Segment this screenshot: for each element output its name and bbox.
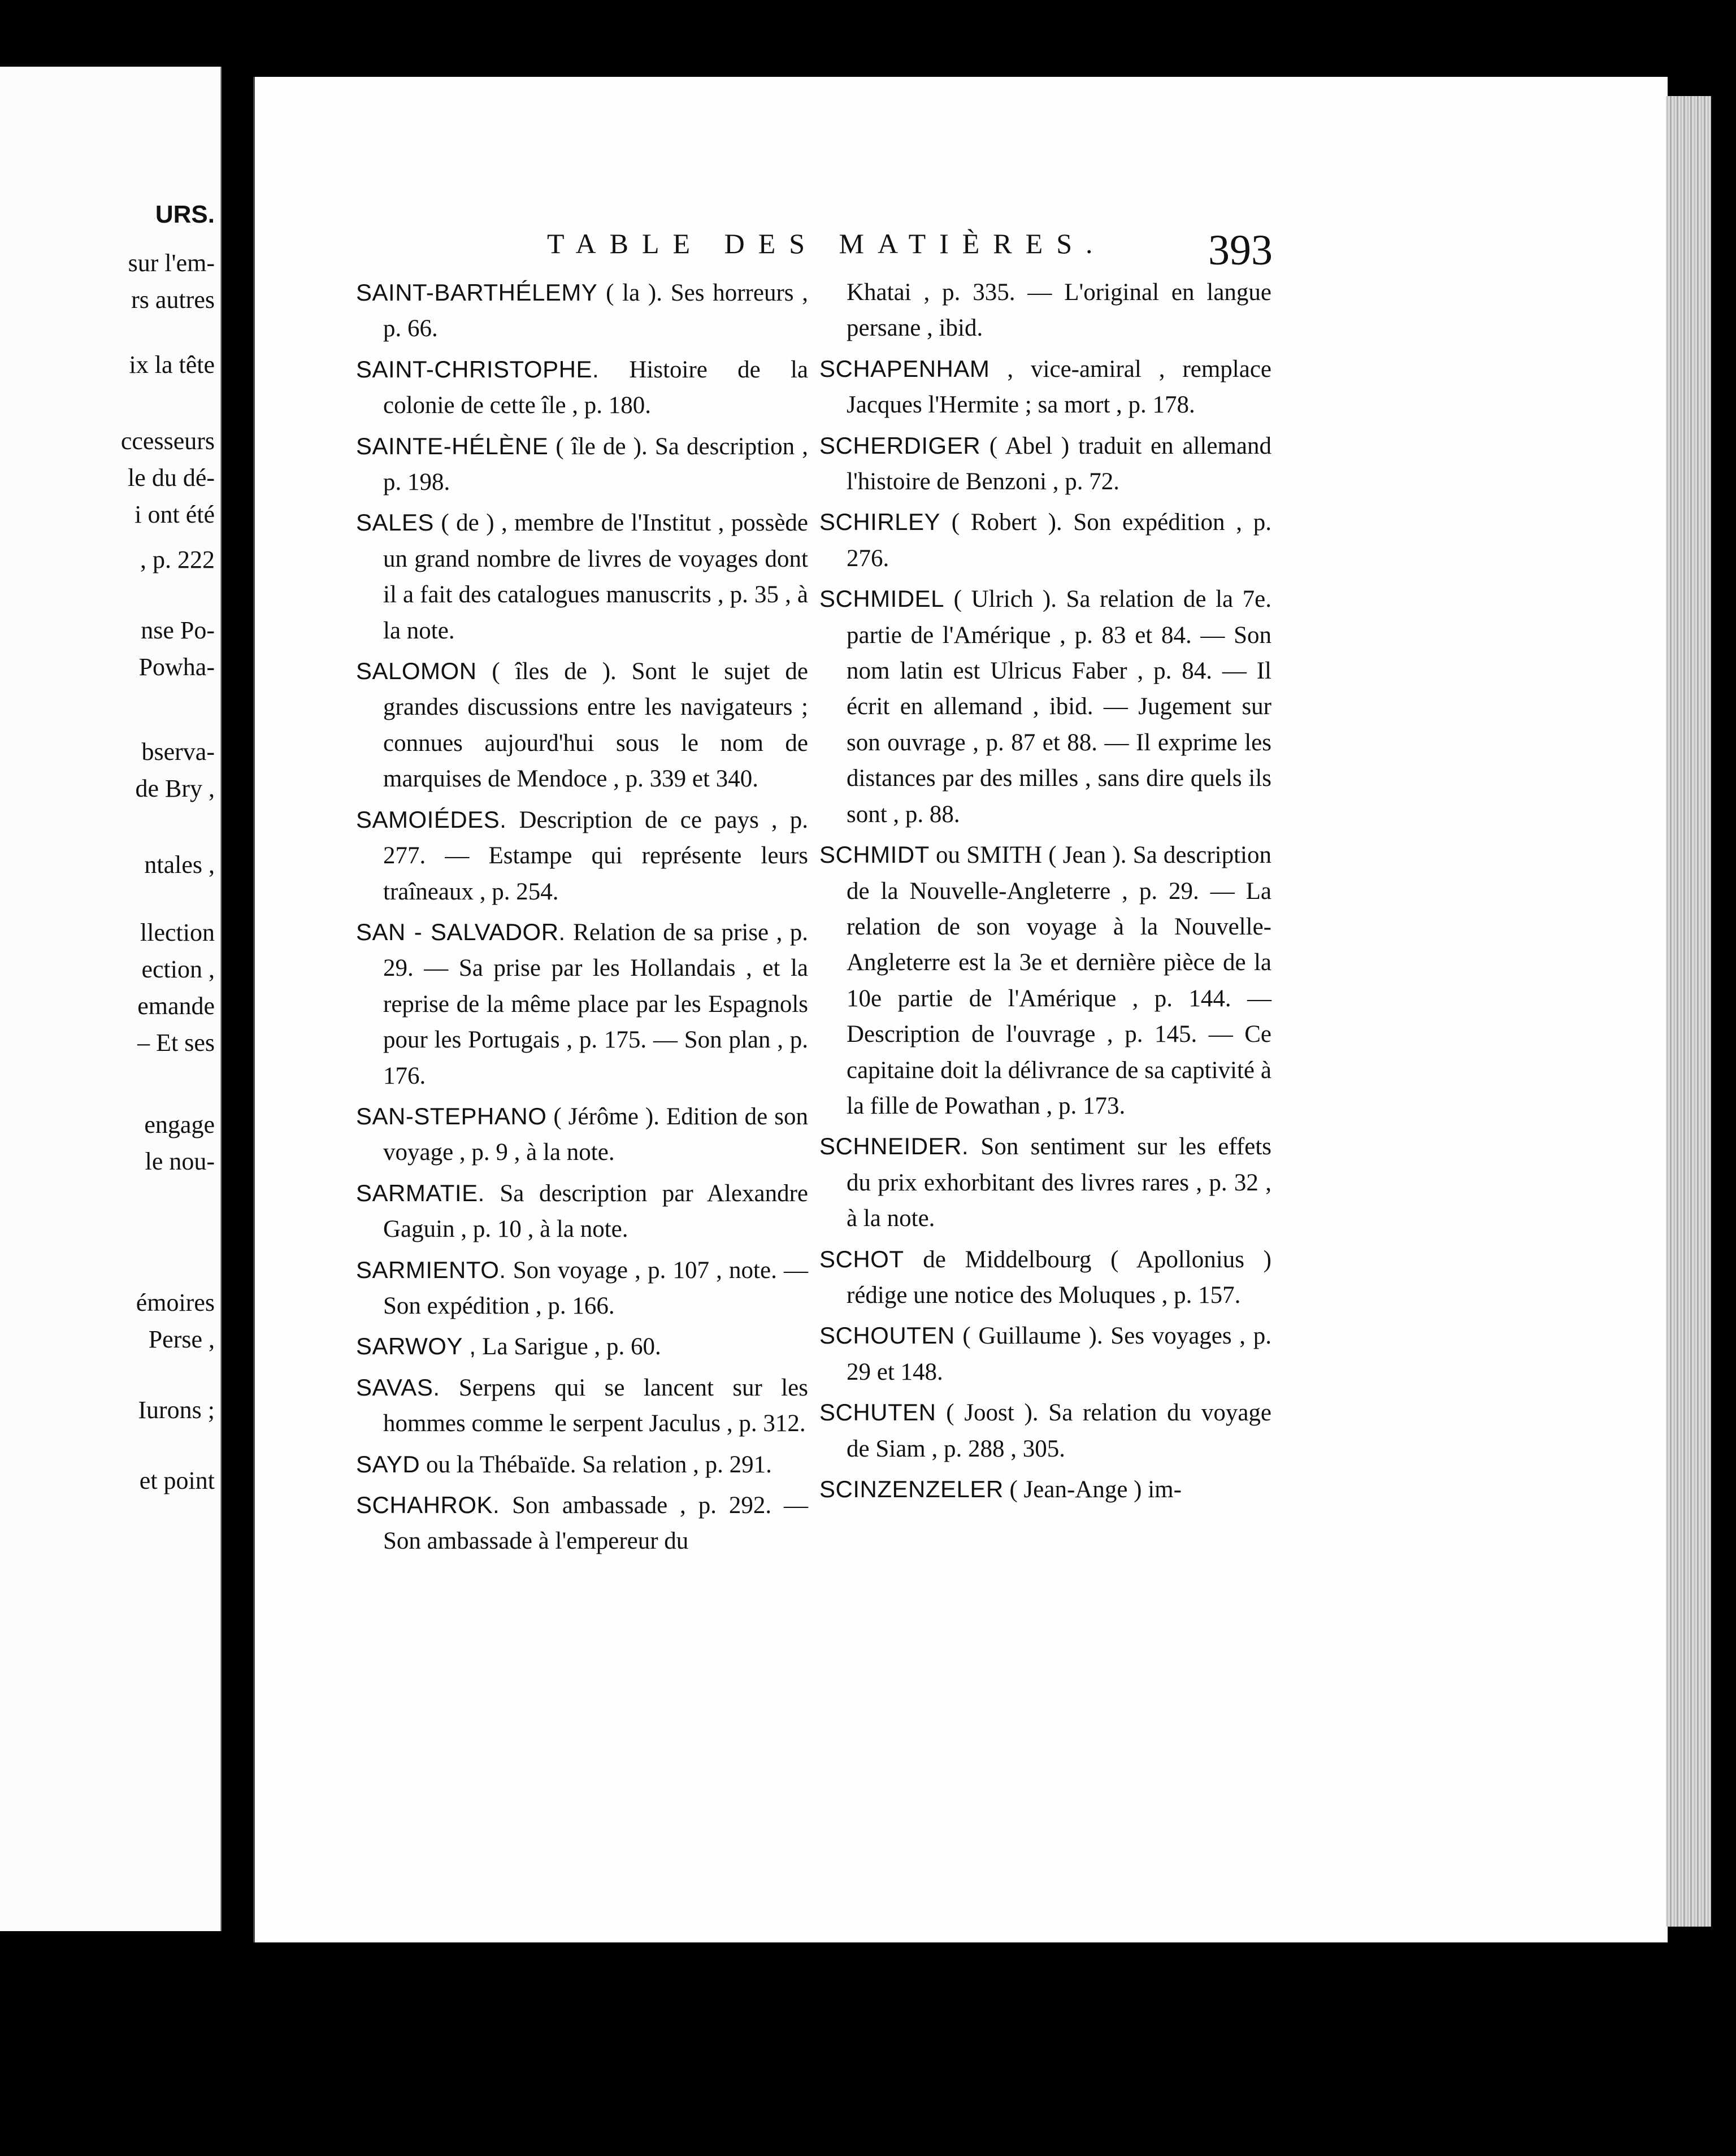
left-page-fragment: Powha- (138, 653, 215, 681)
index-entry (356, 1252, 808, 1324)
index-entry-text: Sa description par Alexandre Gaguin , p. 10 , à la note. (383, 1180, 808, 1243)
index-entry (819, 1318, 1271, 1390)
index-entry-text: ( Robert ). Son expédition , p. 276. (847, 509, 1271, 572)
left-page-fragment: sur l'em- (128, 249, 215, 277)
left-page-fragment: ntales , (144, 851, 215, 879)
index-entry-heading: SALOMON (356, 658, 477, 685)
index-entry-heading: SCHOUTEN (819, 1322, 955, 1349)
index-entry-heading: SCHMIDT (819, 841, 930, 868)
index-entry-text: Son sentiment sur les effets du prix exhorbitant des livres rares , p. 32 , à la note. (847, 1133, 1271, 1232)
left-page-fragment: ection , (141, 955, 215, 983)
index-entry-heading: SAMOIÉDES. (356, 806, 507, 833)
left-page-fragment: i ont été (134, 501, 215, 528)
index-entry (356, 653, 808, 797)
index-entry (356, 1328, 808, 1364)
index-column-right (819, 275, 1271, 1512)
index-entry-heading: SARMIENTO. (356, 1256, 506, 1283)
index-entry (356, 1175, 808, 1247)
left-page-fragment: , p. 222 (140, 546, 215, 573)
index-entry (819, 351, 1271, 423)
left-page-fragment: le nou- (145, 1147, 215, 1175)
index-entry-text: Histoire de la colonie de cette île , p. 180. (383, 356, 808, 419)
index-entry-text: Description de ce pays , p. 277. — Estampe qui représente leurs traîneaux , p. 254. (383, 806, 808, 905)
index-entry-heading: SCHAPENHAM (819, 355, 990, 382)
index-entry (356, 1370, 808, 1442)
index-entry (356, 275, 808, 347)
index-entry (819, 1471, 1271, 1507)
left-page-fragment: emande (137, 992, 215, 1020)
left-page (0, 67, 222, 1931)
index-entry-text: ( Guillaume ). Ses voyages , p. 29 et 148. (847, 1323, 1271, 1385)
index-entry-heading: SCHMIDEL (819, 585, 945, 612)
index-entry-text: ( Joost ). Sa relation du voyage de Siam , p. 288 , 305. (847, 1399, 1271, 1462)
left-page-fragment: émoires (136, 1289, 215, 1316)
index-entry-heading: SAN-STEPHANO (356, 1102, 547, 1129)
index-entry (356, 1487, 808, 1559)
index-entry-heading: SAINT-CHRISTOPHE. (356, 355, 600, 382)
index-entry-heading: SAINT-BARTHÉLEMY (356, 279, 598, 306)
index-entry-text: ( Jean-Ange ) im- (1003, 1476, 1182, 1503)
left-page-fragment: de Bry , (135, 775, 215, 802)
index-entry (356, 1098, 808, 1171)
index-entry-heading: SARMATIE. (356, 1179, 485, 1206)
index-entry-text: ( Abel ) traduit en allemand l'histoire de Benzoni , p. 72. (847, 432, 1271, 495)
index-entry-text: ( Ulrich ). Sa relation de la 7e. partie de l'Amérique , p. 83 et 84. — Son nom latin est Ulricus Faber , p. 84. — Il écrit en allemand , ibid. — Jugement sur son ouvrage , p. 87 et 88. — Il exprime les distances par des milles , sans dire quels ils sont , p. 88. (847, 586, 1271, 828)
index-entry (819, 837, 1271, 1124)
index-entry (819, 1394, 1271, 1467)
index-entry-text: de Middelbourg ( Apollonius ) rédige une notice des Moluques , p. 157. (847, 1246, 1271, 1309)
index-entry-heading: SCHERDIGER (819, 432, 981, 459)
left-page-fragment: ccesseurs (120, 427, 215, 455)
left-page-fragment: rs autres (131, 286, 215, 314)
index-entry (356, 1446, 808, 1483)
index-entry-heading: SCHIRLEY (819, 508, 941, 536)
index-entry-text: ( de ) , membre de l'Institut , possède un grand nombre de livres de voyages dont il a fait des catalogues manuscrits , p. 35 , à la note. (383, 510, 808, 644)
index-entry-text: ou la Thébaïde. Sa relation , p. 291. (420, 1451, 772, 1478)
index-entry (356, 428, 808, 501)
index-entry-heading: SAYD (356, 1450, 420, 1477)
index-entry (819, 581, 1271, 832)
left-page-fragment: et point (139, 1467, 215, 1494)
index-entry-heading: SALES (356, 509, 434, 536)
left-page-fragment: le du dé- (128, 464, 215, 492)
index-entry-heading: SCHAHROK. (356, 1492, 500, 1518)
index-entry-text: Son ambassade , p. 292. — Son ambassade à l'empereur du (383, 1492, 808, 1555)
index-entry-text: ( îles de ). Sont le sujet de grandes discussions entre les navigateurs ; connues aujourd'hui sous le nom de marquises de Mendoce , p. 339 et 340. (383, 658, 808, 793)
index-entry (356, 351, 808, 424)
left-page-fragment: llection (140, 919, 215, 946)
left-page-fragment: – Et ses (137, 1029, 215, 1057)
left-page-fragment: engage (144, 1111, 215, 1138)
index-entry-heading: SAN - SALVADOR. (356, 918, 566, 945)
index-entry (819, 275, 1271, 346)
index-entry-text: , vice-amiral , remplace Jacques l'Hermite ; sa mort , p. 178. (847, 355, 1271, 419)
index-entry-heading: SARWOY , (356, 1333, 476, 1360)
page-edge (1666, 96, 1711, 1927)
left-page-fragment: bserva- (141, 738, 215, 766)
index-entry-heading: SAVAS. (356, 1373, 440, 1401)
index-entry (356, 505, 808, 649)
index-entry-text: ou SMITH ( Jean ). Sa description de la Nouvelle-Angleterre , p. 29. — La relation de son voyage à la Nouvelle-Angleterre est la 3e et dernière pièce de la 10e partie de l'Amérique , p. 144. — Description de l'ouvrage , p. 145. — Ce capitaine doit la délivrance de sa captivité à la fille de Powathan , p. 173. (847, 842, 1271, 1119)
index-entry-text: ( île de ). Sa description , p. 198. (383, 433, 808, 496)
index-entry-text: Serpens qui se lancent sur les hommes comme le serpent Jaculus , p. 312. (383, 1374, 808, 1437)
left-page-fragment: nse Po- (141, 616, 215, 644)
index-entry (819, 1241, 1271, 1314)
index-entry-text: ( Jérôme ). Edition de son voyage , p. 9 , à la note. (383, 1103, 808, 1166)
index-entry-text: Son voyage , p. 107 , note. — Son expédition , p. 166. (383, 1257, 808, 1319)
index-entry-heading: SCHOT (819, 1245, 904, 1272)
index-entry (819, 428, 1271, 500)
left-page-fragment: ix la tête (129, 351, 215, 379)
left-page-fragment: URS. (155, 201, 215, 228)
index-entry-heading: SAINTE-HÉLÈNE (356, 432, 549, 459)
index-entry-text: La Sarigue , p. 60. (476, 1333, 661, 1360)
index-entry (819, 504, 1271, 576)
page-header-title: TABLE DES MATIÈRES. (547, 228, 1106, 259)
index-entry-heading: SCHUTEN (819, 1399, 936, 1426)
left-page-fragment: Perse , (148, 1325, 215, 1353)
index-entry-heading: SCHNEIDER. (819, 1133, 969, 1160)
index-entry-text: ( la ). Ses horreurs , p. 66. (383, 280, 808, 342)
index-entry-text: Relation de sa prise , p. 29. — Sa prise par les Hollandais , et la reprise de la même place par les Espagnols pour les Portugais , p. 175. — Son plan , p. 176. (383, 919, 808, 1089)
index-entry (819, 1128, 1271, 1236)
index-entry-text: Khatai , p. 335. — L'original en langue persane , ibid. (847, 279, 1271, 342)
left-page-fragment: Iurons ; (138, 1396, 215, 1424)
index-entry-heading: SCINZENZELER (819, 1476, 1004, 1502)
index-entry (356, 914, 808, 1094)
page-number: 393 (1208, 227, 1273, 274)
index-column-left (356, 275, 808, 1564)
index-entry (356, 802, 808, 910)
